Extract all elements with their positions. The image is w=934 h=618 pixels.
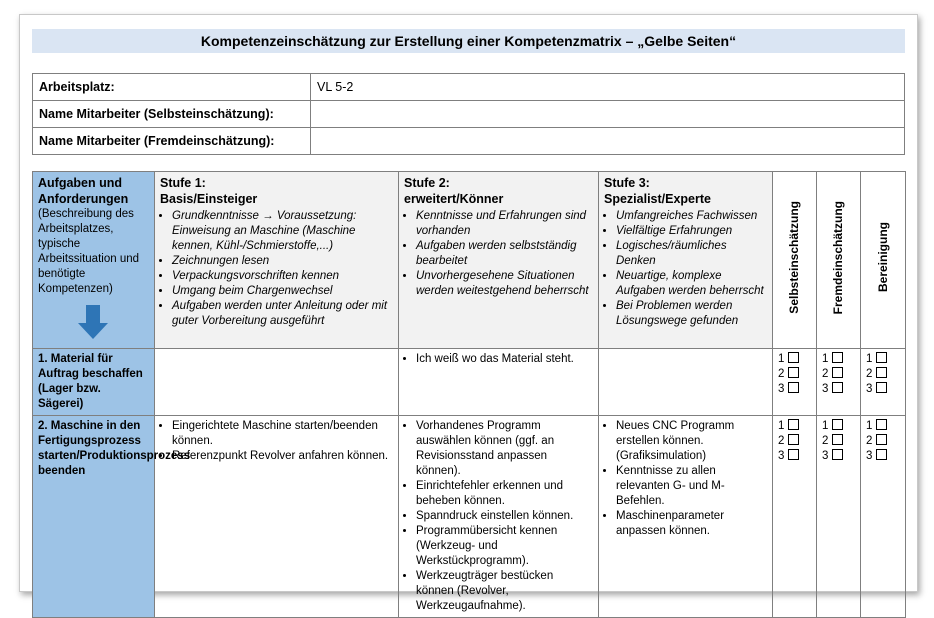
checkbox	[788, 419, 799, 430]
list-item: • Maschinenparameter anpassen können.	[616, 509, 767, 539]
document-title: Kompetenzeinschätzung zur Erstellung einer Kompetenzmatrix – „Gelbe Seiten“	[32, 29, 905, 53]
checkbox	[876, 434, 887, 445]
info-value-selbst[interactable]	[311, 101, 905, 128]
stufe2-title: Stufe 2:	[404, 176, 450, 190]
info-value-fremd[interactable]	[311, 128, 905, 155]
tasks-header-desc: (Beschreibung des Arbeitsplatzes, typische Arbeitssituation und benötigte Kompetenzen)	[38, 208, 140, 295]
checkbox-group-bereinigung	[861, 349, 906, 416]
list-item: • Vielfältige Erfahrungen	[616, 224, 767, 239]
list-item: • Aufgaben werden unter Anleitung oder mit guter Vorbereitung ausgeführt	[172, 299, 393, 329]
list-item: • Zeichnungen lesen	[172, 254, 393, 269]
list-item: • Ich weiß wo das Material steht.	[416, 352, 593, 367]
checkbox	[832, 449, 843, 460]
row2-stufe3	[599, 416, 773, 618]
row1-stufe2	[399, 349, 599, 416]
list-item: • Vorhandenes Programm auswählen können (ggf. an Revisionsstand anpassen können).	[416, 419, 593, 479]
stufe3-header	[599, 172, 773, 349]
stufe2-subtitle: erweitert/Könner	[404, 192, 504, 206]
checkbox-option[interactable]: 2	[866, 434, 900, 449]
checkbox	[788, 434, 799, 445]
list-item: • Programmübersicht kennen (Werkzeug- und Werkstückprogramm).	[416, 524, 593, 569]
checkbox-group-selbst	[773, 349, 817, 416]
list-item: • Umgang beim Chargenwechsel	[172, 284, 393, 299]
checkbox-option[interactable]: 3	[866, 449, 900, 464]
checkbox-option[interactable]: 3	[822, 449, 855, 464]
checkbox-option[interactable]: 1	[778, 352, 811, 367]
list-item: • Verpackungsvorschriften kennen	[172, 269, 393, 284]
list-item: • Aufgaben werden selbstständig bearbeitet	[416, 239, 593, 269]
checkbox-option[interactable]: 2	[866, 367, 900, 382]
stufe2-header	[399, 172, 599, 349]
stufe1-title: Stufe 1:	[160, 176, 206, 190]
list-item: • Umfangreiches Fachwissen	[616, 209, 767, 224]
stufe1-header	[155, 172, 399, 349]
list-item: • Logisches/räumliches Denken	[616, 239, 767, 269]
checkbox-option[interactable]: 1	[778, 419, 811, 434]
stufe1-list	[160, 209, 393, 329]
checkbox	[788, 382, 799, 393]
checkbox	[788, 352, 799, 363]
checkbox-option[interactable]: 3	[866, 382, 900, 397]
selbst-header-label: Selbsteinschätzung	[787, 201, 801, 314]
list-item: • Kenntnisse zu allen relevanten G- und M- Befehlen.	[616, 464, 767, 509]
stufe1-subtitle: Basis/Einsteiger	[160, 192, 258, 206]
checkbox-option[interactable]: 2	[778, 367, 811, 382]
task-cell: 1. Material für Auftrag beschaffen (Lager bzw. Sägerei)	[33, 349, 155, 416]
checkbox	[788, 367, 799, 378]
list-item: • Eingerichtete Maschine starten/beenden können.	[172, 419, 393, 449]
arrow-down-icon	[78, 305, 108, 345]
info-label: Name Mitarbeiter (Fremdeinschätzung):	[33, 128, 311, 155]
checkbox	[876, 352, 887, 363]
row1-stufe1	[155, 349, 399, 416]
checkbox	[876, 419, 887, 430]
checkbox	[832, 434, 843, 445]
bereinigung-header-label: Bereinigung	[875, 222, 890, 293]
checkbox-group-bereinigung	[861, 416, 906, 618]
info-label: Name Mitarbeiter (Selbsteinschätzung):	[33, 101, 311, 128]
row2-stufe2	[399, 416, 599, 618]
info-label: Arbeitsplatz:	[33, 74, 311, 101]
stufe3-list	[604, 209, 767, 329]
checkbox-group-fremd	[817, 416, 861, 618]
checkbox-option[interactable]: 1	[822, 419, 855, 434]
row2-stufe1	[155, 416, 399, 618]
fremd-header	[817, 172, 861, 349]
info-row	[33, 74, 905, 101]
info-row	[33, 101, 905, 128]
tasks-header	[33, 172, 155, 349]
checkbox-option[interactable]: 3	[778, 449, 811, 464]
info-table	[32, 73, 905, 155]
info-row	[33, 128, 905, 155]
table-row	[33, 349, 906, 416]
stufe3-title: Stufe 3:	[604, 176, 650, 190]
checkbox-option[interactable]: 3	[822, 382, 855, 397]
checkbox-option[interactable]: 2	[778, 434, 811, 449]
list-item: • Unvorhergesehene Situationen werden weitestgehend beherrscht	[416, 269, 593, 299]
list-item: • Werkzeugträger bestücken können (Revolver, Werkzeugaufnahme).	[416, 569, 593, 614]
checkbox-group-fremd	[817, 349, 861, 416]
info-value-arbeitsplatz[interactable]: VL 5-2	[311, 74, 905, 101]
list-item: • Kenntnisse und Erfahrungen sind vorhanden	[416, 209, 593, 239]
checkbox-option[interactable]: 1	[866, 352, 900, 367]
checkbox	[832, 419, 843, 430]
checkbox	[876, 449, 887, 460]
checkbox	[832, 352, 843, 363]
list-item: • Bei Problemen werden Lösungswege gefunden	[616, 299, 767, 329]
fremd-header-label: Fremdeinschätzung	[831, 200, 845, 315]
checkbox-option[interactable]: 1	[866, 419, 900, 434]
list-item: • Neues CNC Programm erstellen können. (Grafiksimulation)	[616, 419, 767, 464]
stufe3-subtitle: Spezialist/Experte	[604, 192, 711, 206]
checkbox-option[interactable]: 2	[822, 367, 855, 382]
checkbox-option[interactable]: 2	[822, 434, 855, 449]
checkbox	[832, 367, 843, 378]
checkbox	[788, 449, 799, 460]
checkbox	[876, 382, 887, 393]
list-item: • Neuartige, komplexe Aufgaben werden beherrscht	[616, 269, 767, 299]
checkbox	[876, 367, 887, 378]
row1-stufe3	[599, 349, 773, 416]
list-item: • Referenzpunkt Revolver anfahren können.	[172, 449, 393, 464]
list-item: • Spanndruck einstellen können.	[416, 509, 593, 524]
selbst-header	[773, 172, 817, 349]
bereinigung-header	[861, 172, 906, 349]
document-sheet	[19, 14, 918, 612]
matrix-header-row	[33, 172, 906, 349]
table-row	[33, 416, 906, 618]
checkbox	[832, 382, 843, 393]
list-item: • Einrichtefehler erkennen und beheben können.	[416, 479, 593, 509]
task-cell: 2. Maschine in den Fertigungsprozess starten/Produktionsprozess beenden	[33, 416, 155, 618]
checkbox-group-selbst	[773, 416, 817, 618]
stufe2-list	[404, 209, 593, 299]
tasks-header-title: Aufgaben und Anforderungen	[38, 176, 129, 206]
checkbox-option[interactable]: 1	[822, 352, 855, 367]
list-item: • Grundkenntnisse → Voraussetzung: Einweisung an Maschine (Maschine kennen, Kühl-/Schmierstoffe,...)	[172, 209, 393, 254]
checkbox-option[interactable]: 3	[778, 382, 811, 397]
competence-matrix	[32, 171, 906, 618]
